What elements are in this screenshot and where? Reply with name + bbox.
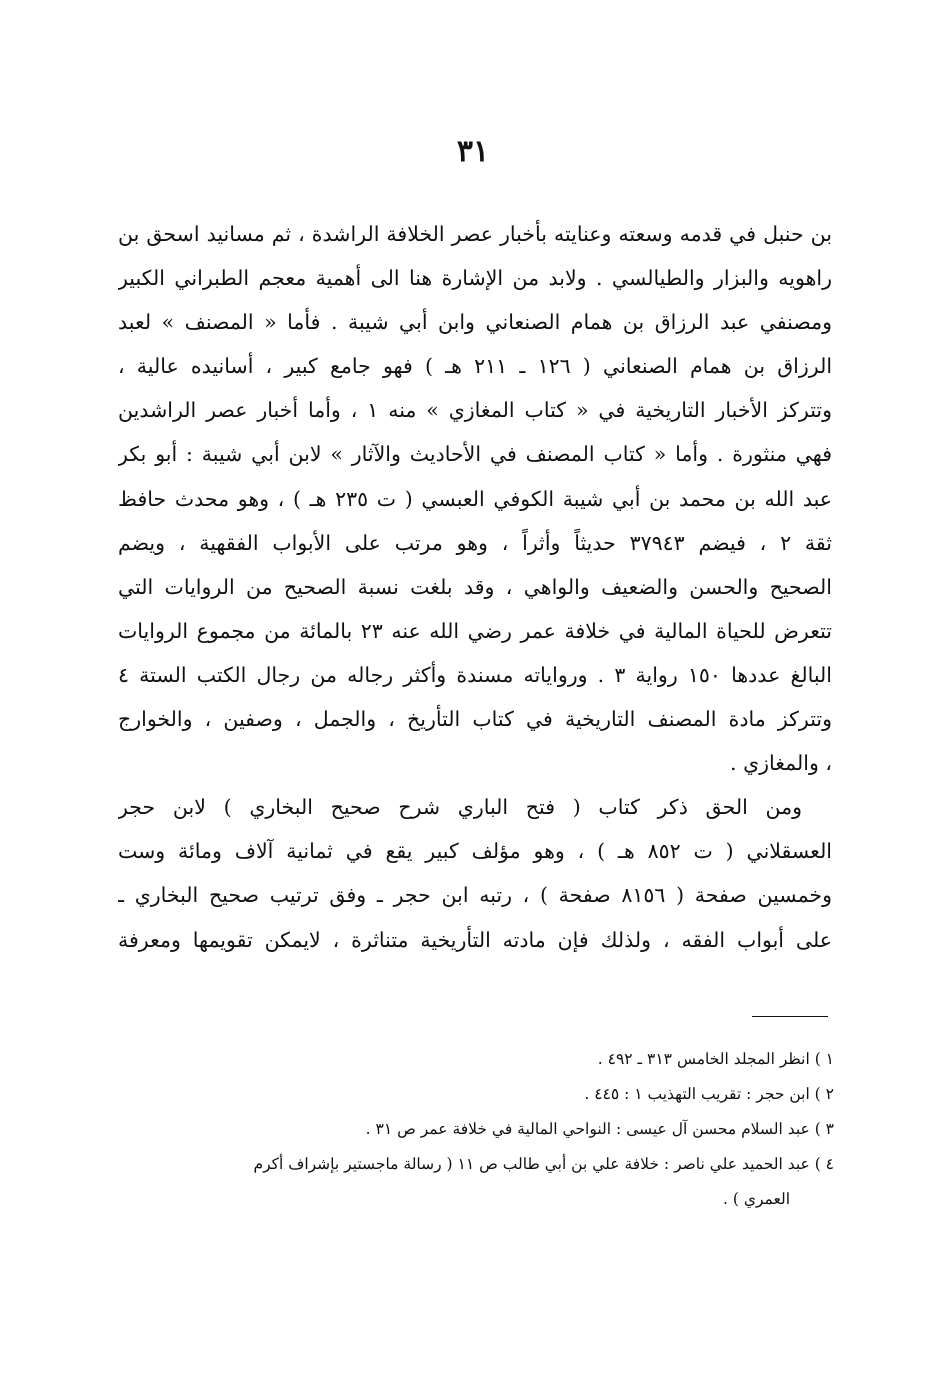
body-line: على أبواب الفقه ، ولذلك فإن مادته التأريخية متناثرة ، لايمكن تقويمها ومعرفة: [118, 927, 832, 952]
footnote-3: ٣ ) عبد السلام محسن آل عيسى : النواحي المالية في خلافة عمر ص ٣١ .: [365, 1120, 834, 1138]
footnotes: [140, 1042, 834, 1217]
body-line: ثقة ٢ ، فيضم ٣٧٩٤٣ حديثاً وأثراً ، وهو مرتب على الأبواب الفقهية ، ويضم: [118, 530, 832, 555]
body-text: [118, 212, 832, 962]
body-line: ومصنفي عبد الرزاق بن همام الصنعاني وابن أبي شيبة . فأما « المصنف » لعبد: [118, 310, 832, 335]
body-line: الرزاق بن همام الصنعاني ( ١٢٦ ـ ٢١١ هـ ) فهو جامع كبير ، أسانيده عالية ،: [118, 354, 832, 379]
body-line: ، والمغازي .: [730, 751, 832, 776]
body-line: الصحيح والحسن والضعيف والواهي ، وقد بلغت نسبة الصحيح من الروايات التي: [118, 574, 832, 599]
body-line: راهويه والبزار والطيالسي . ولابد من الإشارة هنا الى أهمية معجم الطبراني الكبير: [118, 266, 832, 291]
footnote-4: ٤ ) عبد الحميد علي ناصر : خلافة علي بن أبي طالب ص ١١ ( رسالة ماجستير بإشراف أكرم: [253, 1155, 834, 1173]
footnote-1: ١ ) انظر المجلد الخامس ٣١٣ ـ ٤٩٢ .: [597, 1050, 834, 1068]
footnote-4-continuation: العمري ) .: [723, 1190, 790, 1208]
body-line: فهي منثورة . وأما « كتاب المصنف في الأحاديث والآثار » لابن أبي شيبة : أبو بكر: [118, 442, 832, 467]
page-number: ٣١: [456, 134, 490, 169]
body-line: وتتركز الأخبار التاريخية في « كتاب المغازي » منه ١ ، وأما أخبار عصر الراشدين: [118, 398, 832, 423]
footnote-2: ٢ ) ابن حجر : تقريب التهذيب ١ : ٤٤٥ .: [584, 1085, 834, 1103]
paragraph-start-line: ومن الحق ذكر كتاب ( فتح الباري شرح صحيح البخاري ) لابن حجر: [118, 795, 802, 820]
body-line: بن حنبل في قدمه وسعته وعنايته بأخبار عصر الخلافة الراشدة ، ثم مسانيد اسحق بن: [118, 222, 832, 246]
body-line: عبد الله بن محمد بن أبي شيبة الكوفي العبسي ( ت ٢٣٥ هـ ) ، وهو محدث حافظ: [118, 486, 832, 511]
body-line: وخمسين صفحة ( ٨١٥٦ صفحة ) ، رتبه ابن حجر ـ وفق ترتيب صحيح البخاري ـ: [118, 883, 832, 908]
body-line: البالغ عددها ١٥٠ رواية ٣ . ورواياته مسندة وأكثر رجاله من رجال الكتب الستة ٤: [118, 662, 832, 687]
body-line: العسقلاني ( ت ٨٥٢ هـ ) ، وهو مؤلف كبير يقع في ثمانية آلاف ومائة وست: [118, 839, 832, 864]
body-line: تتعرض للحياة المالية في خلافة عمر رضي الله عنه ٢٣ بالمائة من مجموع الروايات: [118, 618, 832, 643]
footnote-separator: [752, 1016, 828, 1017]
body-line: وتتركز مادة المصنف التاريخية في كتاب التأريخ ، والجمل ، وصفين ، والخوارج: [118, 707, 832, 732]
